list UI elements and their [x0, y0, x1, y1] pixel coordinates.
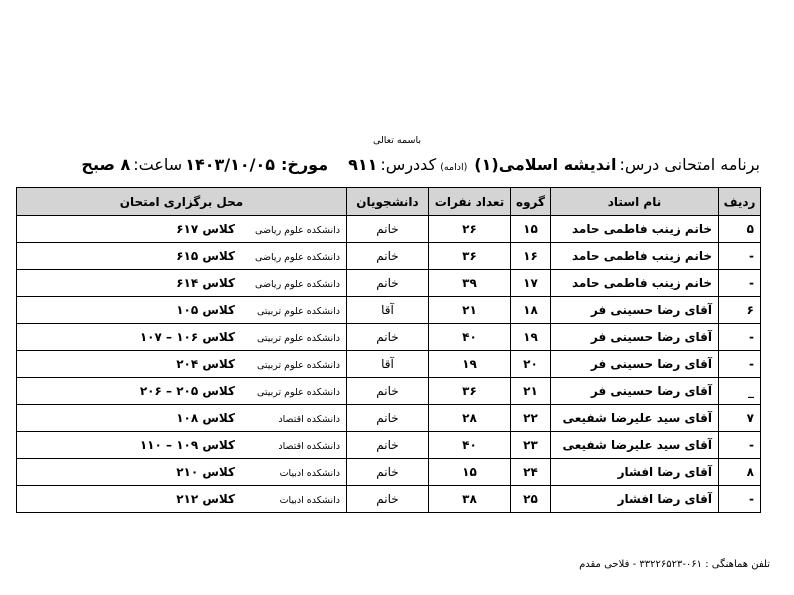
row-number: - — [719, 243, 761, 270]
student-gender: آقا — [347, 297, 429, 324]
row-number: - — [719, 324, 761, 351]
room-number: کلاس ۶۱۷ — [176, 222, 235, 236]
col-group-header: گروه — [511, 188, 551, 216]
table-row — [17, 432, 761, 459]
student-count: ۲۸ — [429, 405, 511, 432]
room-number: کلاس ۱۰۵ — [176, 303, 235, 317]
row-number: ۶ — [719, 297, 761, 324]
contact-footer — [579, 559, 770, 570]
table-row — [17, 270, 761, 297]
student-count: ۳۹ — [429, 270, 511, 297]
phone-label: تلفن هماهنگی : — [705, 559, 770, 570]
row-number: - — [719, 270, 761, 297]
room-number: کلاس ۲۰۴ — [176, 357, 235, 371]
group-number: ۲۰ — [511, 351, 551, 378]
teacher-name: آقای رضا افشار — [551, 459, 719, 486]
exam-location — [17, 216, 347, 243]
student-gender: خانم — [347, 216, 429, 243]
student-gender: خانم — [347, 486, 429, 513]
teacher-name: آقای رضا حسینی فر — [551, 297, 719, 324]
basmala-heading: باسمه تعالی — [372, 135, 422, 146]
group-number: ۲۴ — [511, 459, 551, 486]
student-gender: خانم — [347, 405, 429, 432]
student-count: ۱۹ — [429, 351, 511, 378]
table-header-row — [17, 188, 761, 216]
exam-location — [17, 324, 347, 351]
exam-location — [17, 459, 347, 486]
room-number: کلاس ۲۰۵ – ۲۰۶ — [139, 384, 235, 398]
teacher-name: آقای رضا افشار — [551, 486, 719, 513]
teacher-name: خانم زینب فاطمی حامد — [551, 216, 719, 243]
faculty-name: دانشکده علوم ریاضی — [255, 225, 340, 236]
exam-location — [17, 351, 347, 378]
faculty-name: دانشکده ادبیات — [279, 495, 340, 506]
exam-date: ۱۴۰۳/۱۰/۰۵ — [185, 155, 276, 174]
faculty-name: دانشکده اقتصاد — [278, 414, 340, 425]
room-number: کلاس ۶۱۴ — [176, 276, 235, 290]
table-body — [17, 216, 761, 513]
room-number: کلاس ۲۱۰ — [176, 465, 235, 479]
exam-location — [17, 432, 347, 459]
teacher-name: آقای رضا حسینی فر — [551, 351, 719, 378]
course-code-label: کددرس: — [380, 155, 437, 174]
row-number: ۸ — [719, 459, 761, 486]
exam-location — [17, 270, 347, 297]
course-name: اندیشه اسلامی(۱) — [474, 155, 617, 174]
student-gender: خانم — [347, 243, 429, 270]
exam-time: ۸ صبح — [81, 155, 131, 174]
exam-location — [17, 243, 347, 270]
table-row — [17, 297, 761, 324]
room-number: کلاس ۱۰۹ – ۱۱۰ — [139, 438, 235, 452]
group-number: ۱۷ — [511, 270, 551, 297]
group-number: ۲۵ — [511, 486, 551, 513]
room-number: کلاس ۱۰۸ — [176, 411, 235, 425]
room-number: کلاس ۶۱۵ — [176, 249, 235, 263]
table-row — [17, 324, 761, 351]
faculty-name: دانشکده ادبیات — [279, 468, 340, 479]
col-count-header: تعداد نفرات — [429, 188, 511, 216]
faculty-name: دانشکده علوم تربیتی — [256, 360, 340, 371]
footer-separator: - — [632, 559, 637, 570]
table-row — [17, 378, 761, 405]
faculty-name: دانشکده علوم ریاضی — [255, 252, 340, 263]
room-number: کلاس ۲۱۲ — [176, 492, 235, 506]
teacher-name: آقای سید علیرضا شفیعی — [551, 405, 719, 432]
exam-location — [17, 486, 347, 513]
student-count: ۲۶ — [429, 216, 511, 243]
student-count: ۴۰ — [429, 324, 511, 351]
date-label: مورخ: — [281, 155, 329, 174]
student-gender: خانم — [347, 378, 429, 405]
row-number: ۵ — [719, 216, 761, 243]
group-number: ۲۲ — [511, 405, 551, 432]
exam-location — [17, 405, 347, 432]
contact-name: فلاحی مقدم — [579, 559, 630, 570]
row-number: - — [719, 432, 761, 459]
student-count: ۲۱ — [429, 297, 511, 324]
student-count: ۱۵ — [429, 459, 511, 486]
table-row — [17, 405, 761, 432]
student-gender: خانم — [347, 432, 429, 459]
table-row — [17, 216, 761, 243]
group-number: ۲۳ — [511, 432, 551, 459]
teacher-name: آقای رضا حسینی فر — [551, 378, 719, 405]
student-gender: خانم — [347, 270, 429, 297]
teacher-name: خانم زینب فاطمی حامد — [551, 270, 719, 297]
continuation-note: (ادامه) — [440, 162, 468, 173]
course-code: ۹۱۱ — [348, 155, 378, 174]
table-row — [17, 243, 761, 270]
group-number: ۲۱ — [511, 378, 551, 405]
program-label: برنامه امتحانی درس: — [619, 155, 760, 174]
student-count: ۳۶ — [429, 378, 511, 405]
teacher-name: آقای سید علیرضا شفیعی — [551, 432, 719, 459]
faculty-name: دانشکده علوم تربیتی — [256, 306, 340, 317]
student-count: ۳۸ — [429, 486, 511, 513]
col-row-header: ردیف — [719, 188, 761, 216]
group-number: ۱۸ — [511, 297, 551, 324]
col-students-header: دانشجویان — [347, 188, 429, 216]
phone-number: ۰۶۱-۳۳۲۲۶۵۲۳ — [639, 559, 703, 570]
group-number: ۱۹ — [511, 324, 551, 351]
student-gender: خانم — [347, 459, 429, 486]
row-number: - — [719, 351, 761, 378]
faculty-name: دانشکده اقتصاد — [278, 441, 340, 452]
row-number: - — [719, 486, 761, 513]
col-location-header: محل برگزاری امتحان — [17, 188, 347, 216]
group-number: ۱۵ — [511, 216, 551, 243]
table-row — [17, 486, 761, 513]
exam-location — [17, 297, 347, 324]
faculty-name: دانشکده علوم تربیتی — [256, 333, 340, 344]
exam-header — [16, 155, 760, 174]
teacher-name: خانم زینب فاطمی حامد — [551, 243, 719, 270]
col-teacher-header: نام استاد — [551, 188, 719, 216]
table-row — [17, 351, 761, 378]
student-count: ۳۶ — [429, 243, 511, 270]
faculty-name: دانشکده علوم ریاضی — [255, 279, 340, 290]
student-count: ۴۰ — [429, 432, 511, 459]
row-number: ۷ — [719, 405, 761, 432]
teacher-name: آقای رضا حسینی فر — [551, 324, 719, 351]
exam-location — [17, 378, 347, 405]
group-number: ۱۶ — [511, 243, 551, 270]
time-label: ساعت: — [133, 155, 183, 174]
exam-schedule-table — [16, 187, 761, 513]
student-gender: آقا — [347, 351, 429, 378]
row-number: _ — [719, 378, 761, 405]
room-number: کلاس ۱۰۶ – ۱۰۷ — [139, 330, 235, 344]
student-gender: خانم — [347, 324, 429, 351]
faculty-name: دانشکده علوم تربیتی — [256, 387, 340, 398]
table-row — [17, 459, 761, 486]
